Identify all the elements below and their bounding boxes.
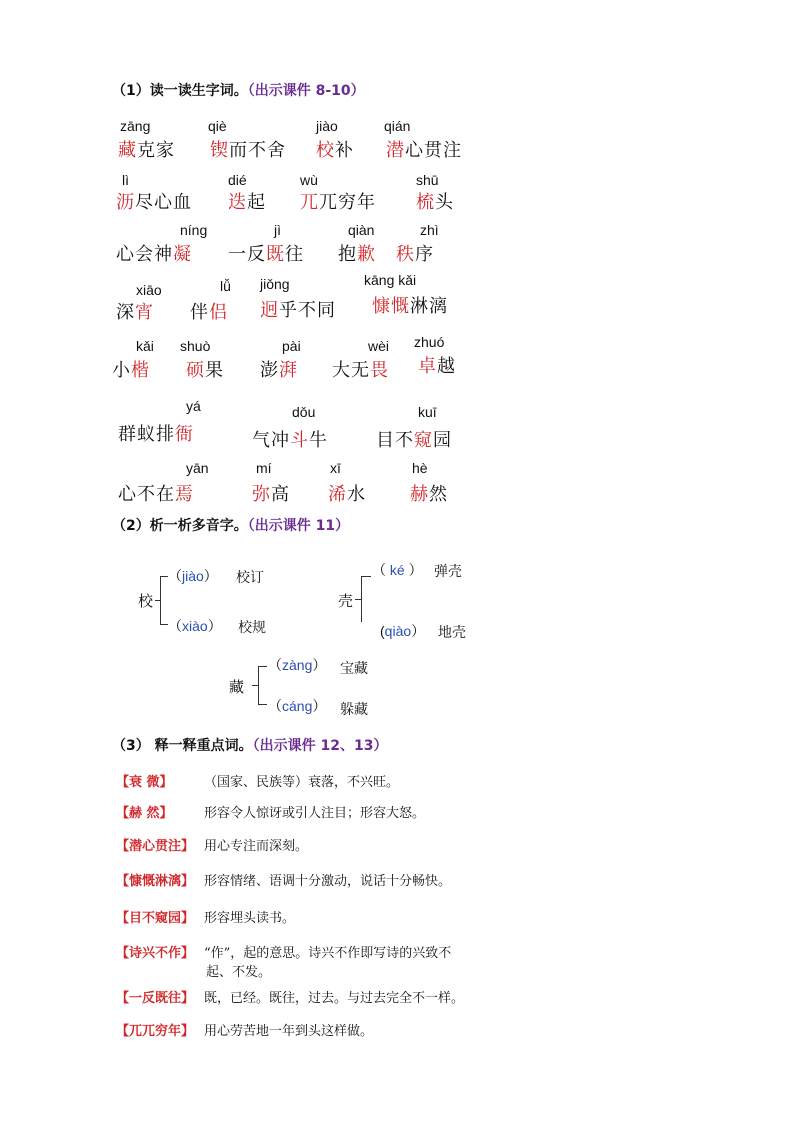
definition-item <box>116 1020 536 1039</box>
definition-item <box>116 987 536 1006</box>
vocab-word-plain: 而不舍 <box>229 140 286 161</box>
pinyin-label: dié <box>228 172 247 188</box>
brace-line <box>258 666 259 704</box>
vocab-word-highlight: 藏 <box>118 140 137 161</box>
definition-text: 用心专注而深刻。 <box>204 839 309 854</box>
pinyin-label: jiǒng <box>260 276 290 292</box>
pinyin-label: zhì <box>420 222 439 238</box>
polyphone-reading: （zàng） <box>268 657 327 673</box>
definition-term: 【诗兴不作】 <box>116 946 195 961</box>
vocab-word-highlight: 楷 <box>131 360 150 381</box>
polyphone-word: 宝藏 <box>340 661 368 677</box>
pinyin-label: wù <box>300 172 318 188</box>
vocab-word <box>386 136 462 162</box>
vocab-word-plain: 牛 <box>309 430 328 451</box>
vocab-word-plain: 小 <box>112 360 131 381</box>
vocab-word-plain: 尽心血 <box>135 192 192 213</box>
vocab-word-plain: 深 <box>116 302 135 323</box>
pinyin-label: lì <box>122 172 129 188</box>
vocab-word <box>210 136 286 162</box>
vocab-word-highlight: 浠 <box>328 484 347 505</box>
polyphone-char: 壳 <box>338 592 354 610</box>
definition-text: 用心劳苦地一年到头这样做。 <box>204 1024 374 1039</box>
pinyin-label: níng <box>180 222 208 238</box>
definition-term: 【慷慨淋漓】 <box>116 874 195 889</box>
vocab-word-highlight: 迭 <box>228 192 247 213</box>
polyphone-word: 校订 <box>236 570 264 586</box>
brace-line <box>252 685 258 686</box>
polyphone-word: 弹壳 <box>434 564 462 580</box>
vocab-word-highlight: 歉 <box>357 244 376 265</box>
definition-text: 既，已经。既往，过去。与过去完全不一样。 <box>204 991 465 1006</box>
definition-item <box>116 942 536 961</box>
vocab-word-highlight: 梳 <box>416 192 435 213</box>
definition-term: 【赫 然】 <box>116 806 173 821</box>
vocab-word-plain: 补 <box>335 140 354 161</box>
pinyin-label: qiàn <box>348 222 375 238</box>
definition-term: 【目不窥园】 <box>116 911 195 926</box>
pinyin-label: zāng <box>120 118 151 134</box>
vocab-word-highlight: 弥 <box>252 484 271 505</box>
pinyin-label: wèi <box>368 338 390 354</box>
vocab-word <box>252 426 328 452</box>
brace-line <box>160 576 161 624</box>
vocab-word-highlight: 锲 <box>210 140 229 161</box>
polyphone-word: 躲藏 <box>340 702 368 718</box>
vocab-word <box>118 420 194 446</box>
vocab-word-highlight: 湃 <box>279 360 298 381</box>
section-3-ref: （出示课件 12、13） <box>252 738 388 754</box>
vocab-word-plain: 然 <box>429 484 448 505</box>
pinyin-label: qián <box>384 118 411 134</box>
vocab-word-plain: 往 <box>285 244 304 265</box>
pinyin-label: jiào <box>316 118 338 134</box>
vocab-word <box>300 188 376 214</box>
pinyin-label: lǚ <box>220 278 231 294</box>
definition-text: “作”，起的意思。诗兴不作即写诗的兴致不 <box>204 946 452 961</box>
brace-line <box>160 576 168 577</box>
definition-item <box>116 835 536 854</box>
vocab-word-highlight: 潜 <box>386 140 405 161</box>
definition-item <box>116 907 536 926</box>
vocab-word-plain: 一反 <box>228 244 266 265</box>
vocab-word <box>116 298 154 324</box>
brace-line <box>361 576 371 577</box>
vocab-word <box>372 292 448 318</box>
vocab-word-highlight: 侣 <box>209 302 228 323</box>
vocab-word-plain: 抱 <box>338 244 357 265</box>
polyphone-char: 校 <box>138 592 154 610</box>
vocab-word-plain: 越 <box>437 356 456 377</box>
vocab-word <box>118 480 194 506</box>
definition-text: 形容情绪、语调十分激动，说话十分畅快。 <box>204 874 452 889</box>
pinyin-label: mí <box>256 460 272 476</box>
vocab-word-plain: 克家 <box>137 140 175 161</box>
vocab-word <box>112 356 150 382</box>
vocab-word-plain: 园 <box>433 430 452 451</box>
polyphone-reading: （xiào） <box>168 618 222 634</box>
vocab-word-plain: 心会神 <box>116 244 173 265</box>
pinyin-label: shū <box>416 172 439 188</box>
vocab-word-highlight: 窥 <box>414 430 433 451</box>
vocab-word-plain: 澎 <box>260 360 279 381</box>
vocab-word <box>228 188 266 214</box>
pinyin-label: shuò <box>180 338 211 354</box>
pinyin-label: xī <box>330 460 341 476</box>
definition-term: 【兀兀穷年】 <box>116 1024 195 1039</box>
vocab-word-highlight: 赫 <box>410 484 429 505</box>
polyphone-word: 校规 <box>238 620 266 636</box>
vocab-word-plain: 大无 <box>332 360 370 381</box>
vocab-word-plain: 序 <box>415 244 434 265</box>
vocab-word <box>332 356 389 382</box>
vocab-word-highlight: 秩 <box>396 244 415 265</box>
vocab-word <box>376 426 452 452</box>
vocab-word-highlight: 卓 <box>418 356 437 377</box>
vocab-word-highlight: 迥 <box>260 300 279 321</box>
polyphone-reading: （cáng） <box>268 698 327 714</box>
vocab-word <box>116 188 192 214</box>
vocab-word <box>186 356 224 382</box>
definition-text: 形容令人惊讶或引人注目；形容大怒。 <box>204 806 426 821</box>
vocab-word-highlight: 焉 <box>175 484 194 505</box>
definition-term: 【一反既往】 <box>116 991 195 1006</box>
vocab-word-highlight: 校 <box>316 140 335 161</box>
vocab-word-plain: 头 <box>435 192 454 213</box>
vocab-word <box>338 240 376 266</box>
vocab-word-plain: 目不 <box>376 430 414 451</box>
brace-line <box>258 666 267 667</box>
vocab-word-plain: 群蚁排 <box>118 424 175 445</box>
polyphone-reading: (qiào） <box>380 623 426 639</box>
vocab-word-plain: 淋漓 <box>410 296 448 317</box>
section-1-heading: （1）读一读生字词。（出示课件 8-10） <box>112 83 365 99</box>
vocab-word-highlight: 斗 <box>290 430 309 451</box>
vocab-word <box>190 298 228 324</box>
polyphone-reading: （ ké ） <box>372 562 423 578</box>
vocab-word <box>416 188 454 214</box>
definition-item <box>116 870 536 889</box>
vocab-word <box>116 240 192 266</box>
polyphone-reading: （jiào） <box>168 568 218 584</box>
section-2-ref: （出示课件 11） <box>247 518 350 534</box>
pinyin-label: hè <box>412 460 428 476</box>
vocab-word <box>118 136 175 162</box>
vocab-word-highlight: 沥 <box>116 192 135 213</box>
pinyin-label: yá <box>186 398 201 414</box>
pinyin-label: yān <box>186 460 209 476</box>
polyphone-word: 地壳 <box>438 625 466 641</box>
vocab-word <box>396 240 434 266</box>
brace-line <box>361 576 362 622</box>
pinyin-label: qiè <box>208 118 227 134</box>
vocab-word-plain: 高 <box>271 484 290 505</box>
vocab-word-highlight: 硕 <box>186 360 205 381</box>
definition-text: 形容埋头读书。 <box>204 911 296 926</box>
brace-line <box>160 624 168 625</box>
pinyin-label: pài <box>282 338 301 354</box>
brace-line <box>258 704 267 705</box>
section-1-ref: （出示课件 8-10） <box>247 83 365 99</box>
vocab-word <box>410 480 448 506</box>
vocab-word-plain: 心不在 <box>118 484 175 505</box>
section-3-heading: （3） 释一释重点词。（出示课件 12、13） <box>112 738 388 754</box>
vocab-word <box>252 480 290 506</box>
pinyin-label: jì <box>274 222 281 238</box>
definition-item <box>116 771 536 790</box>
pinyin-label: xiāo <box>136 282 162 298</box>
vocab-word-highlight: 凝 <box>173 244 192 265</box>
definition-text: （国家、民族等）衰落，不兴旺。 <box>204 775 400 790</box>
vocab-word-plain: 心贯注 <box>405 140 462 161</box>
pinyin-label: dǒu <box>292 404 316 420</box>
vocab-word-highlight: 衙 <box>175 424 194 445</box>
definition-text: 起、不发。 <box>206 965 272 980</box>
vocab-word-highlight: 既 <box>266 244 285 265</box>
vocab-word-highlight: 兀 <box>300 192 319 213</box>
brace-line <box>155 600 160 601</box>
brace-line <box>355 599 361 600</box>
pinyin-label: kuī <box>418 404 437 420</box>
vocab-word-highlight: 慷慨 <box>372 296 410 317</box>
vocab-word-plain: 水 <box>347 484 366 505</box>
vocab-word <box>418 352 456 378</box>
vocab-word-plain: 气冲 <box>252 430 290 451</box>
section-2-heading: （2）析一析多音字。（出示课件 11） <box>112 518 350 534</box>
definition-item <box>116 802 536 821</box>
vocab-word-highlight: 畏 <box>370 360 389 381</box>
vocab-word-plain: 兀穷年 <box>319 192 376 213</box>
vocab-word-plain: 果 <box>205 360 224 381</box>
definition-term: 【衰 微】 <box>116 775 173 790</box>
vocab-word <box>328 480 366 506</box>
vocab-word <box>260 356 298 382</box>
vocab-word <box>260 296 336 322</box>
pinyin-label: kǎi <box>136 338 154 354</box>
vocab-word <box>316 136 354 162</box>
pinyin-label: kāng kǎi <box>364 272 417 288</box>
vocab-word-plain: 伴 <box>190 302 209 323</box>
definition-item-continuation <box>116 961 536 980</box>
definition-term: 【潜心贯注】 <box>116 839 195 854</box>
vocab-word-plain: 起 <box>247 192 266 213</box>
vocab-word-plain: 乎不同 <box>279 300 336 321</box>
vocab-word-highlight: 宵 <box>135 302 154 323</box>
vocab-word <box>228 240 304 266</box>
polyphone-char: 藏 <box>229 678 245 696</box>
pinyin-label: zhuó <box>414 334 445 350</box>
